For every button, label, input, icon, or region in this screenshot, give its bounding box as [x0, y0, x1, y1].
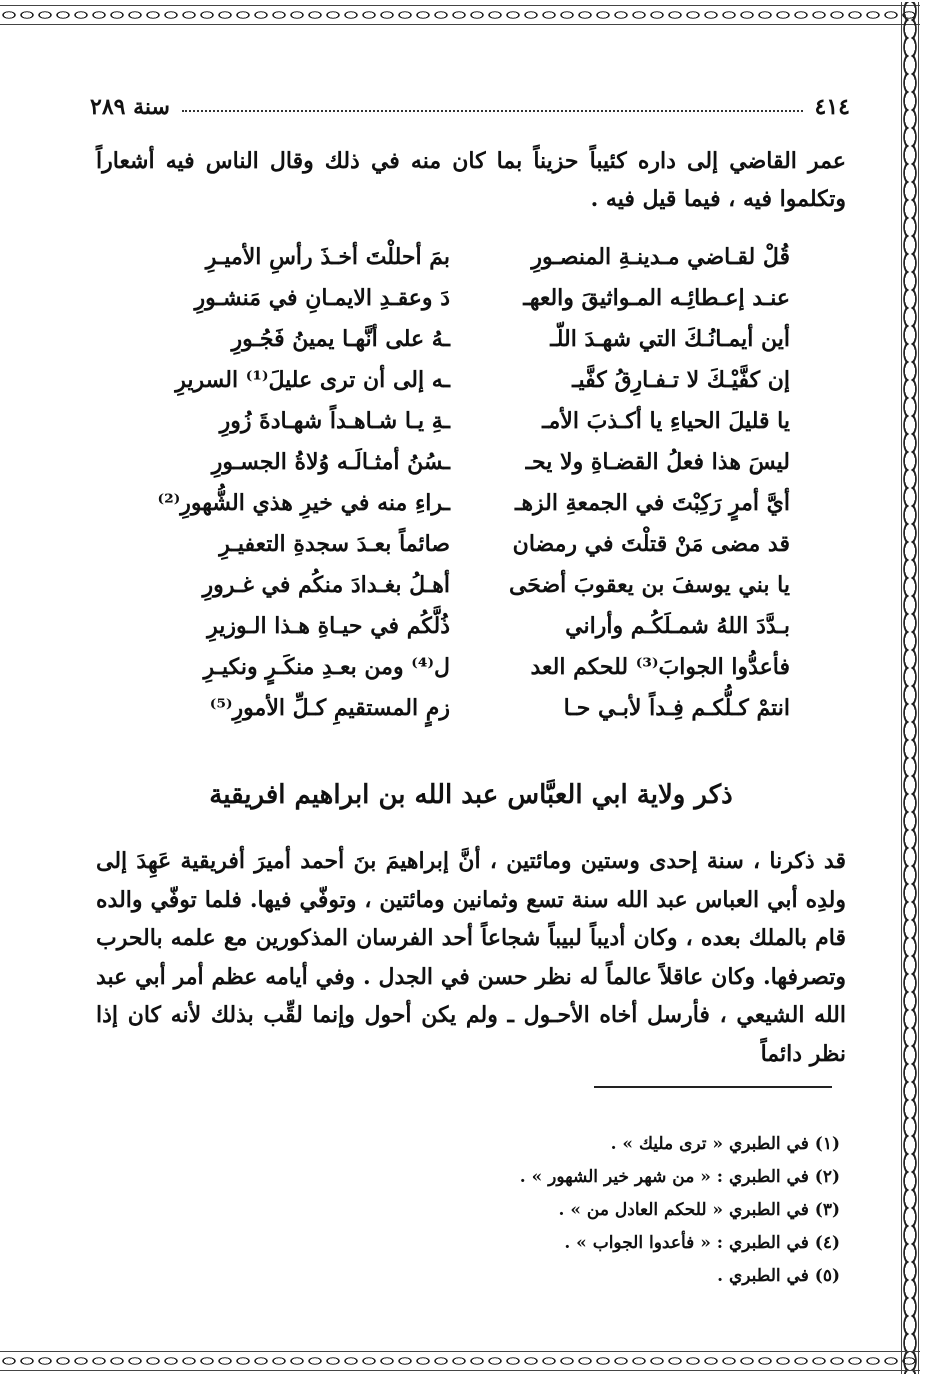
footnote-item: (٢) في الطبري : « من شهر خير الشهور » . [519, 1167, 840, 1187]
poem [150, 236, 790, 728]
verse-first-hemistich: أيَّ أمرٍ رَكِبْتَ في الجمعةِ الزهـ [515, 489, 790, 516]
verse-first-hemistich: يا بني يوسفَ بن يعقوبَ أضحَى [508, 571, 790, 598]
verse-second-hemistich: زمٍ المستقيمِ كـلِّ الأمورِ⁽⁵⁾ [209, 694, 450, 721]
verse-second-hemistich: دَ وعقـدِ الايمـانِ في مَنشـورِ [194, 284, 450, 311]
poem-verse [150, 564, 790, 605]
footnote-item: (٤) في الطبري : « فأعدوا الجواب » . [564, 1233, 840, 1253]
footnote-item: (٥) في الطبري . [717, 1266, 840, 1286]
poem-verse [150, 400, 790, 441]
verse-first-hemistich: قد مضى مَنْ قتلْتَ في رمضان [512, 530, 790, 557]
decorative-border-bottom [0, 1348, 920, 1374]
intro-paragraph: عمر القاضي إلى داره كئيباً حزيناً بما كان منه في ذلك وقال الناس فيه أشعاراً وتكلموا فيه ، فيما قيل فيه . [96, 148, 846, 212]
poem-verse [150, 482, 790, 523]
verse-second-hemistich: صائماً بعـدَ سجدةِ التعفيـرِ [219, 530, 450, 557]
verse-second-hemistich: ـهُ على أنَّهـا يمينُ فَجُـورِ [231, 325, 450, 352]
page-header [90, 86, 850, 120]
verse-second-hemistich: ـراءِ منه في خيرِ هذي الشُّهورِ⁽²⁾ [157, 489, 450, 516]
verse-first-hemistich: بـدَّدَ اللهُ شمـلَكُـم وأراني [565, 612, 790, 639]
poem-verse [150, 236, 790, 277]
footnote-item: (٣) في الطبري « للحكم العادل من » . [558, 1200, 840, 1220]
verse-first-hemistich: أين أيمـانُـكَ التي شهـدَ اللّـ [550, 325, 790, 352]
section-title: ذكر ولاية ابي العبَّاس عبد الله بن ابراهيم افريقية [209, 780, 733, 810]
verse-first-hemistich: ليسَ هذا فعلُ القضـاةِ ولا يحـ [525, 448, 790, 475]
verse-first-hemistich: انتمْ كـلُّكـم فِـداً لأبـي حـا [563, 694, 790, 721]
verse-second-hemistich: ذُلَّكُم في حيـاةِ هـذا الـوزيرِ [207, 612, 450, 639]
verse-first-hemistich: فأعدُّوا الجوابَ⁽³⁾ للحكم العد [530, 653, 790, 680]
verse-second-hemistich: بمَ أحللْتَ أخـذَ رأسِ الأميـرِ [205, 243, 450, 270]
poem-verse [150, 277, 790, 318]
verse-first-hemistich: يا قليلَ الحياءِ يا أكـذبَ الأمـ [542, 407, 790, 434]
poem-verse [150, 605, 790, 646]
verse-second-hemistich: ـةِ يـا شـاهـداً شهـادةَ زُورِ [219, 407, 450, 434]
verse-first-hemistich: إن كفَّيْـكَ لا تـفـارِقُ كفَّيـ [572, 366, 790, 393]
footnote-separator [594, 1086, 832, 1088]
verse-first-hemistich: قُلْ لقـاضي مـدينـةِ المنصـورِ [531, 243, 790, 270]
body-paragraph: قد ذكرنا ، سنة إحدى وستين ومائتين ، أنَّ إبراهيمَ بنَ أحمد أميرَ أفريقية عَهِدَ إلى ولدِه أبي العباس عبد الله سنة تسع وثمانين ومائتين ، وتوفّي فيها. فلما توفّي والده قام بالملك بعده ، وكان أديباً لبيباً شجاعاً أحد الفرسان المذكورين مع علمه بالحرب وتصرفها. وكان عاقلاً عالماً له نظر حسن في الجدل . وفي أيامه عظم أمر أبي عبد الله الشيعي ، فأرسل أخاه الأحـول ـ ولم يكن أحول وإنما لقِّب بذلك لأنه كان إذا نظر دائماً [96, 848, 847, 1067]
poem-verse [150, 646, 790, 687]
verse-first-hemistich: عنـد إعـطائِـه المـواثيقَ والعهـ [523, 284, 790, 311]
verse-second-hemistich: أهـلُ بغـدادَ منكُم في غـرورِ [202, 571, 450, 598]
poem-verse [150, 359, 790, 400]
poem-verse [150, 687, 790, 728]
header-dotted-leader [182, 110, 803, 112]
footnotes [300, 1128, 840, 1293]
verse-second-hemistich: ل⁽⁴⁾ ومن بعـدِ منكَـرٍ ونكيـرِ [203, 653, 450, 680]
decorative-border-top [0, 2, 920, 28]
footnote-item: (١) في الطبري « ترى مليك » . [610, 1134, 840, 1154]
verse-second-hemistich: ـسُنُ أمثـالَـه وُلاةُ الجسـورِ [211, 448, 450, 475]
page-number: ٤١٤ [814, 94, 850, 120]
year-label: سنة ٢٨٩ [90, 94, 170, 120]
poem-verse [150, 523, 790, 564]
verse-second-hemistich: ـه إلى أن ترى عليلَ⁽¹⁾ السريرِ [175, 366, 450, 393]
decorative-border-right [898, 2, 922, 1374]
poem-verse [150, 441, 790, 482]
poem-verse [150, 318, 790, 359]
